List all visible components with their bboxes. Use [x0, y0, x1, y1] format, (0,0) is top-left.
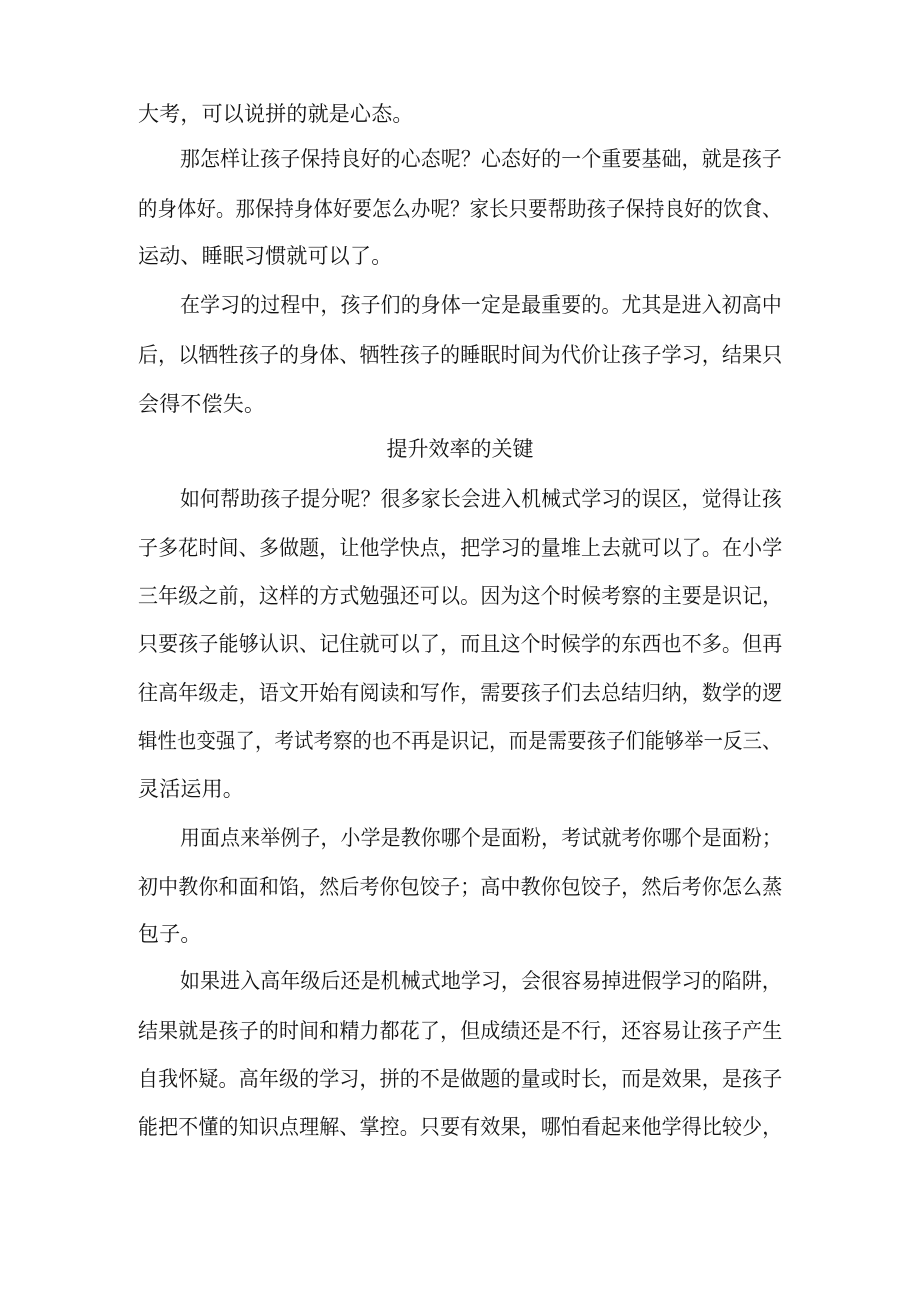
text-line: 会得不偿失。	[138, 392, 266, 416]
text-line: 运动、睡眠习惯就可以了。	[138, 244, 393, 268]
text-line: 自我怀疑。高年级的学习，拼的不是做题的量或时长，而是效果，是孩子	[138, 1067, 783, 1091]
text-line: 大考，可以说拼的就是心态。	[138, 102, 414, 126]
text-line: 初中教你和面和馅，然后考你包饺子；高中教你包饺子，然后考你怎么蒸	[138, 875, 783, 899]
paragraph-first-line: 如果进入高年级后还是机械式地学习，会很容易掉进假学习的陷阱，	[180, 969, 782, 993]
text-line: 能把不懂的知识点理解、掌控。只要有效果，哪怕看起来他学得比较少，	[138, 1115, 783, 1139]
text-line: 往高年级走，语文开始有阅读和写作，需要孩子们去总结归纳，数学的逻	[138, 681, 783, 705]
text-line: 子多花时间、多做题，让他学快点，把学习的量堆上去就可以了。在小学	[138, 536, 783, 560]
paragraph-first-line: 如何帮助孩子提分呢？很多家长会进入机械式学习的误区，觉得让孩	[180, 487, 782, 511]
text-line: 结果就是孩子的时间和精力都花了，但成绩还是不行，还容易让孩子产生	[138, 1019, 783, 1043]
text-line: 后，以牺牲孩子的身体、牺牲孩子的睡眠时间为代价让孩子学习，结果只	[138, 343, 783, 367]
paragraph-first-line: 用面点来举例子，小学是教你哪个是面粉，考试就考你哪个是面粉；	[180, 826, 782, 850]
text-line: 三年级之前，这样的方式勉强还可以。因为这个时候考察的主要是识记，	[138, 584, 783, 608]
text-line: 灵活运用。	[138, 777, 244, 801]
paragraph-first-line: 那怎样让孩子保持良好的心态呢？心态好的一个重要基础，就是孩子	[180, 147, 782, 171]
text-line: 辑性也变强了，考试考察的也不再是识记，而是需要孩子们能够举一反三、	[138, 729, 782, 753]
text-line: 包子。	[138, 922, 202, 946]
text-line: 只要孩子能够认识、记住就可以了，而且这个时候学的东西也不多。但再	[138, 632, 783, 656]
section-heading: 提升效率的关键	[386, 437, 534, 461]
text-line: 的身体好。那保持身体好要怎么办呢？家长只要帮助孩子保持良好的饮食、	[138, 197, 782, 221]
paragraph-first-line: 在学习的过程中，孩子们的身体一定是最重要的。尤其是进入初高中	[180, 293, 782, 317]
